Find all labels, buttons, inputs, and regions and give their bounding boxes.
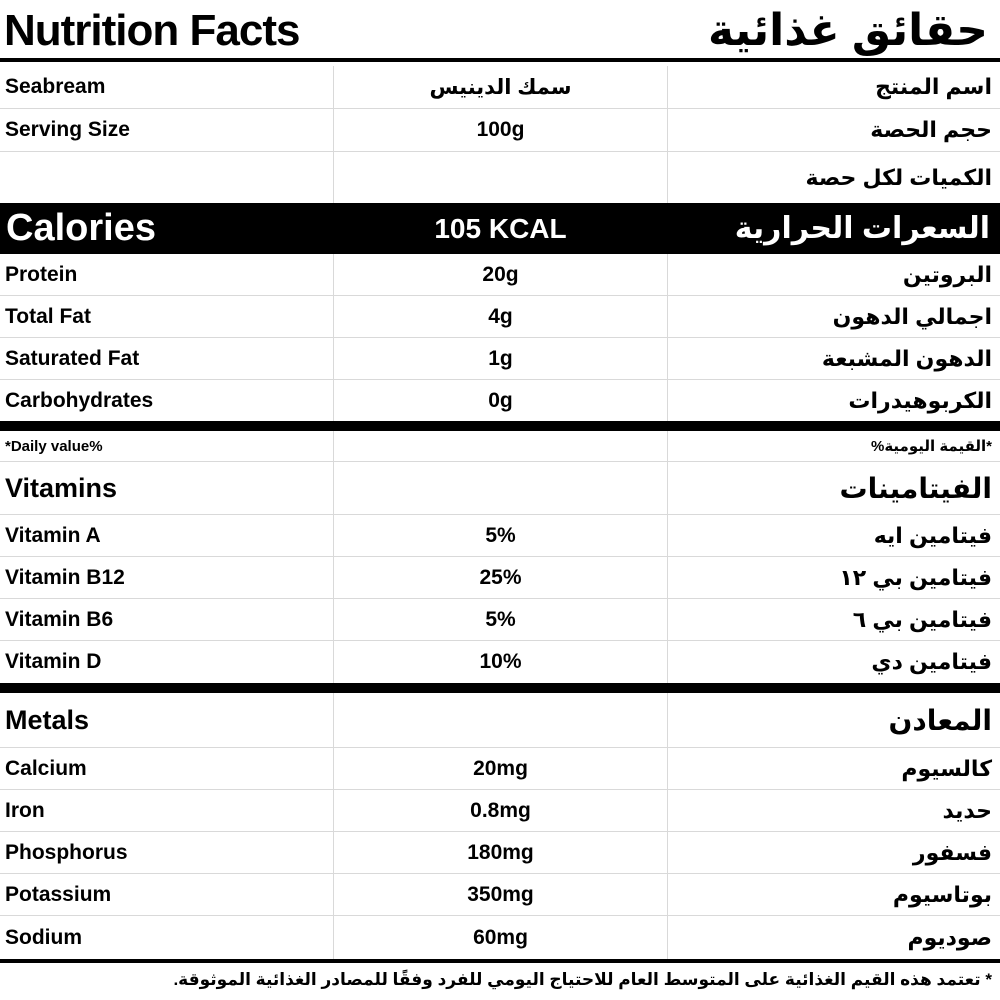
macro-row-total-fat: [0, 296, 1000, 338]
metal-row: [0, 790, 1000, 832]
vitamin-row: [0, 599, 1000, 641]
vitamins-heading-ar: الفيتامينات: [839, 472, 992, 504]
footnote-arabic: * تعتمد هذه القيم الغذائية على المتوسط العام للاحتياج اليومي للفرد وفقًا للمصادر الغذائية الموثوقة.: [173, 970, 992, 989]
metal-value: 0.8mg: [470, 798, 531, 822]
vitamin-row: [0, 515, 1000, 557]
vitamin-label-en: Vitamin B6: [5, 607, 114, 631]
section-separator: [0, 959, 1000, 963]
serving-size-value: 100g: [476, 118, 525, 141]
section-separator: [0, 683, 1000, 693]
metal-value: 60mg: [473, 925, 528, 949]
macro-row-saturated-fat: [0, 338, 1000, 380]
metal-row: [0, 748, 1000, 790]
calories-label-ar: السعرات الحرارية: [734, 212, 990, 245]
vitamin-value: 10%: [479, 650, 522, 673]
metal-label-ar: صوديوم: [907, 924, 992, 950]
vitamin-label-en: Vitamin D: [5, 650, 102, 673]
vitamin-label-ar: فيتامين ايه: [873, 522, 992, 548]
product-name-value: سمك الدينيس: [429, 75, 572, 99]
vitamin-label-ar: فيتامين بي ٦: [852, 606, 992, 632]
vitamin-row: [0, 557, 1000, 599]
vitamin-label-en: Vitamin A: [5, 523, 101, 547]
vitamins-heading-en: Vitamins: [5, 472, 118, 503]
daily-value-label-en: *Daily value%: [5, 437, 103, 455]
macro-value: 4g: [488, 304, 513, 328]
per-serving-label-ar: الكميات لكل حصة: [805, 164, 992, 190]
macro-label-ar: البروتين: [902, 261, 992, 287]
metal-label-ar: فسفور: [912, 839, 992, 865]
product-name-label-en: Seabream: [5, 75, 106, 98]
macro-value: 20g: [482, 262, 519, 286]
section-separator: [0, 421, 1000, 431]
metal-label-en: Potassium: [5, 882, 112, 906]
vitamin-row: [0, 641, 1000, 683]
product-name-label-ar: اسم المنتج: [875, 74, 992, 99]
metal-row: [0, 916, 1000, 959]
macro-value: 0g: [488, 388, 513, 412]
metal-value: 350mg: [467, 882, 534, 906]
metal-label-ar: كالسيوم: [901, 755, 992, 781]
macro-label-en: Total Fat: [5, 304, 91, 328]
per-serving-row: [0, 152, 1000, 203]
metal-label-en: Iron: [5, 798, 45, 822]
macro-row-protein: [0, 254, 1000, 296]
title-english: Nutrition Facts: [4, 6, 300, 55]
metal-label-en: Sodium: [5, 925, 82, 949]
calories-row: [0, 203, 1000, 254]
metal-label-en: Calcium: [5, 756, 87, 780]
macro-label-ar: الكربوهيدرات: [848, 387, 992, 413]
product-name-row: [0, 66, 1000, 109]
macro-label-en: Carbohydrates: [5, 388, 154, 412]
title-bar: [0, 0, 1000, 62]
title-arabic: حقائق غذائية: [707, 6, 988, 55]
metals-heading-en: Metals: [5, 704, 90, 735]
vitamin-value: 5%: [485, 523, 516, 547]
metal-row: [0, 874, 1000, 916]
vitamin-value: 5%: [485, 607, 516, 631]
macro-value: 1g: [488, 346, 513, 370]
vitamin-value: 25%: [479, 565, 522, 589]
metal-label-en: Phosphorus: [5, 840, 128, 864]
vitamins-heading-row: [0, 462, 1000, 515]
serving-size-label-ar: حجم الحصة: [870, 117, 992, 142]
metal-value: 20mg: [473, 756, 528, 780]
metals-heading-row: [0, 693, 1000, 748]
macro-label-en: Protein: [5, 262, 78, 286]
serving-size-label-en: Serving Size: [5, 118, 130, 141]
serving-size-row: [0, 109, 1000, 152]
vitamin-label-en: Vitamin B12: [5, 565, 125, 589]
macro-row-carbohydrates: [0, 380, 1000, 421]
metals-heading-ar: المعادن: [888, 704, 992, 736]
macro-label-ar: الدهون المشبعة: [821, 345, 992, 371]
metal-value: 180mg: [467, 840, 534, 864]
calories-label-en: Calories: [6, 207, 156, 249]
metal-row: [0, 832, 1000, 874]
daily-value-label-ar: *القيمة اليومية%: [871, 438, 992, 455]
metal-label-ar: حديد: [942, 797, 992, 823]
macro-label-ar: اجمالي الدهون: [832, 303, 992, 329]
macro-label-en: Saturated Fat: [5, 346, 140, 370]
metal-label-ar: بوتاسيوم: [892, 881, 992, 907]
vitamin-label-ar: فيتامين بي ١٢: [839, 564, 992, 590]
vitamin-label-ar: فيتامين دي: [871, 649, 992, 674]
calories-value: 105 KCAL: [434, 212, 567, 244]
daily-value-row: [0, 431, 1000, 462]
